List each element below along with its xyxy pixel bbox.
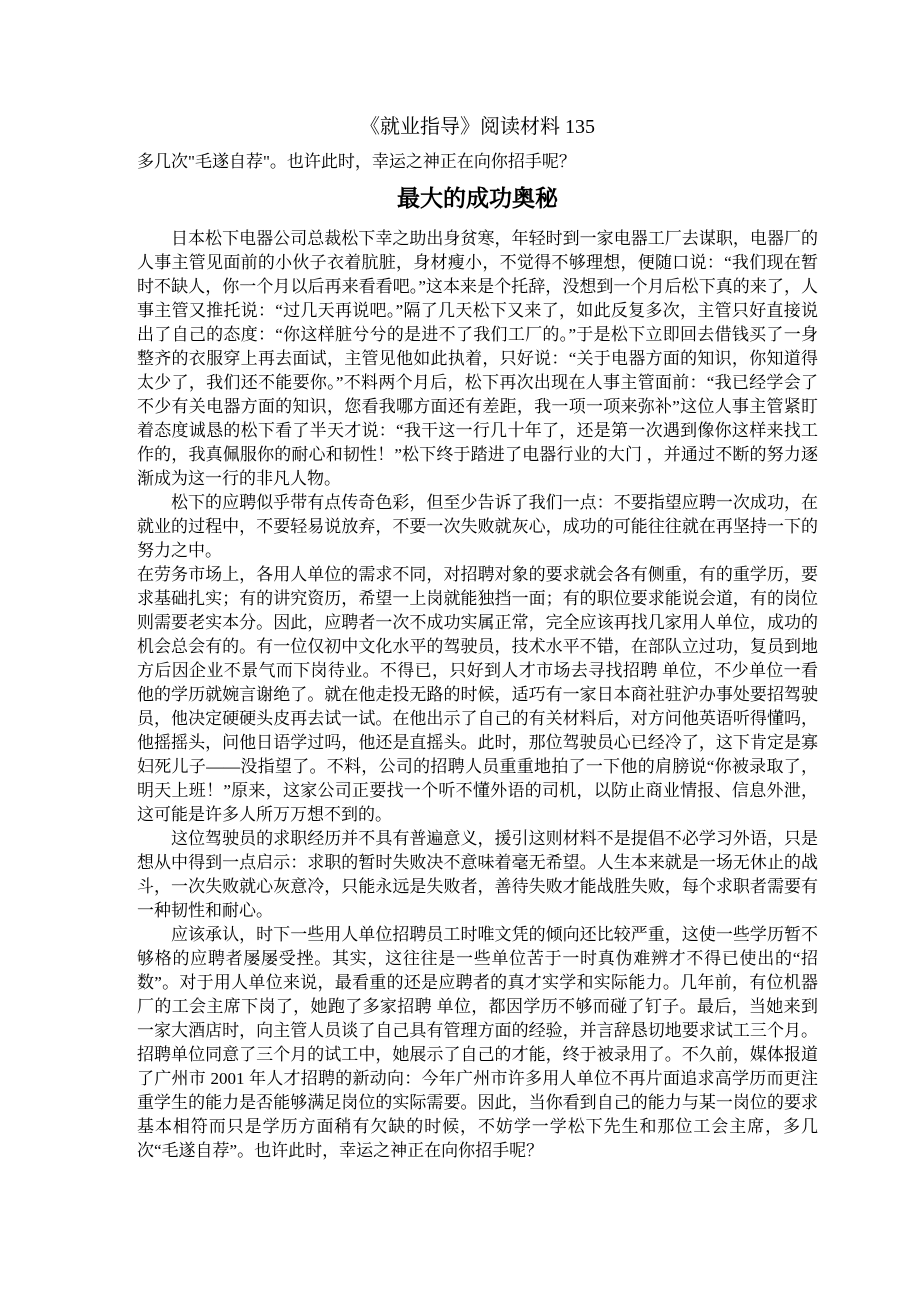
- body-paragraph: 应该承认，时下一些用人单位招聘员工时唯文凭的倾向还比较严重，这使一些学历暂不够格的应聘者屡屡受挫。其实，这往往是一些单位苦于一时真伪难辨才不得已使出的“招数”。对于用人单位来说，最看重的还是应聘者的真才实学和实际能力。几年前，有位机器厂的工会主席下岗了，她跑了多家招聘 单位，都因学历不够而碰了钉子。最后，当她来到一家大酒店时，向主管人员谈了自己具有管理方面的经验，并言辞恳切地要求试工三个月。招聘单位同意了三个月的试工中，她展示了自己的才能，终于被录用了。不久前，媒体报道了广州市 2001 年人才招聘的新动向：今年广州市许多用人单位不再片面追求高学历而更注重学生的能力是否能够满足岗位的实际需要。因此，当你看到自己的能力与某一岗位的要求基本相符而只是学历方面稍有欠缺的时候，不妨学一学松下先生和那位工会主席，多几次“毛遂自荐”。也许此时，幸运之神正在向你招手呢？: [137, 925, 818, 1160]
- article-heading: 最大的成功奥秘: [397, 186, 558, 211]
- body-paragraph: 日本松下电器公司总裁松下幸之助出身贫寒，年轻时到一家电器工厂去谋职，电器厂的人事主管见面前的小伙子衣着肮脏，身材瘦小，不觉得不够理想，便随口说：“我们现在暂时不缺人，你一个月以后再来看看吧。”这本来是个托辞，没想到一个月后松下真的来了，人事主管又推托说：“过几天再说吧。”隔了几天松下又来了，如此反复多次，主管只好直接说出了自己的态度：“你这样脏兮兮的是进不了我们工厂的。”于是松下立即回去借钱买了一身整齐的衣服穿上再去面试，主管见他如此执着，只好说：“关于电器方面的知识，你知道得太少了，我们还不能要你。”不料两个月后，松下再次出现在人事主管面前：“我已经学会了不少有关电器方面的知识，您看我哪方面还有差距，我一项一项来弥补”这位人事主管紧盯着态度诚恳的松下看了半天才说：“我干这一行几十年了，还是第一次遇到像你这样来找工作的，我真佩服你的耐心和韧性！”松下终于踏进了电器行业的大门 ，并通过不断的努力逐渐成为这一行的非凡人物。: [137, 229, 818, 488]
- body-paragraph: 松下的应聘似乎带有点传奇色彩，但至少告诉了我们一点：不要指望应聘一次成功，在就业的过程中，不要轻易说放弃，不要一次失败就灰心，成功的可能往往就在再坚持一下的努力之中。: [137, 493, 818, 560]
- article-body: [137, 227, 818, 1163]
- body-paragraph: 这位驾驶员的求职经历并不具有普遍意义，援引这则材料不是提倡不必学习外语，只是想从中得到一点启示：求职的暂时失败决不意味着毫无希望。人生本来就是一场无休止的战斗，一次失败就心灰意冷，只能永远是失败者，善待失败才能战胜失败，每个求职者需要有一种韧性和耐心。: [137, 829, 818, 920]
- document-title: 《就业指导》阅读材料 135: [360, 116, 595, 138]
- intro-line: 多几次"毛遂自荐"。也许此时，幸运之神正在向你招手呢？: [137, 152, 576, 171]
- body-paragraph: 在劳务市场上，各用人单位的需求不同，对招聘对象的要求就会各有侧重，有的重学历，要求基础扎实；有的讲究资历，希望一上岗就能独挡一面；有的职位要求能说会道，有的岗位则需要老实本分。因此，应聘者一次不成功实属正常，完全应该再找几家用人单位，成功的机会总会有的。有一位仅初中文化水平的驾驶员，技术水平不错，在部队立过功，复员到地方后因企业不景气而下岗待业。不得已，只好到人才市场去寻找招聘 单位，不少单位一看他的学历就婉言谢绝了。就在他走投无路的时候，适巧有一家日本商社驻沪办事处要招驾驶员，他决定硬硬头皮再去试一试。在他出示了自己的有关材料后，对方问他英语听得懂吗，他摇摇头，问他日语学过吗，他还是直摇头。此时，那位驾驶员心已经冷了，这下肯定是寡妇死儿子——没指望了。不料，公司的招聘人员重重地拍了一下他的肩膀说“你被录取了，明天上班！”原来，这家公司正要找一个听不懂外语的司机，以防止商业情报、信息外泄，这可能是许多人所万万想不到的。: [137, 565, 818, 824]
